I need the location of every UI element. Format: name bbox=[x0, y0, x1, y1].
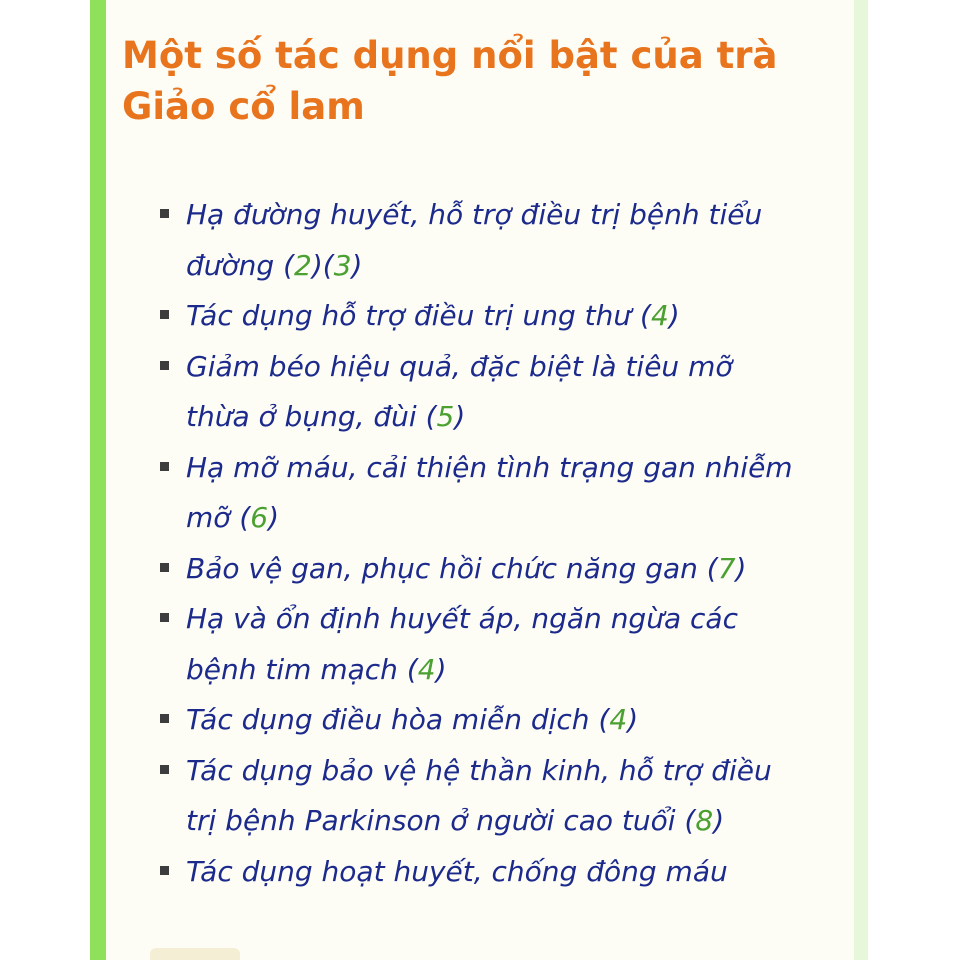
list-item bbox=[160, 291, 850, 342]
reference-link[interactable]: 6 bbox=[250, 501, 269, 534]
reference-link[interactable]: 2 bbox=[294, 248, 312, 282]
list-item-text: Tác dụng hỗ trợ điều trị ung thư (4) bbox=[186, 299, 680, 332]
reference-link[interactable]: 3 bbox=[333, 248, 352, 282]
square-bullet-icon bbox=[160, 714, 169, 723]
list-item-text: thừa ở bụng, đùi (5) bbox=[186, 400, 466, 433]
reference-link[interactable]: 4 bbox=[650, 299, 669, 332]
reference-link[interactable]: 8 bbox=[695, 804, 714, 837]
list-item-text: Tác dụng bảo vệ hệ thần kinh, hỗ trợ điều bbox=[186, 753, 772, 787]
reference-link[interactable]: 5 bbox=[436, 400, 455, 433]
list-item bbox=[160, 544, 850, 595]
reference-link[interactable]: 4 bbox=[609, 703, 628, 736]
accent-bar bbox=[90, 0, 106, 960]
reference-link[interactable]: 7 bbox=[717, 551, 736, 585]
list-item-text: trị bệnh Parkinson ở người cao tuổi (8) bbox=[186, 804, 725, 837]
list-item bbox=[160, 847, 850, 898]
list-item-text: Hạ và ổn định huyết áp, ngăn ngừa các bbox=[186, 602, 738, 635]
list-item bbox=[160, 746, 850, 847]
square-bullet-icon bbox=[160, 462, 169, 471]
list-item bbox=[160, 695, 850, 746]
square-bullet-icon bbox=[160, 310, 169, 319]
list-item-text: Hạ đường huyết, hỗ trợ điều trị bệnh tiểu bbox=[186, 198, 763, 231]
page-title: Một số tác dụng nổi bật của trà Giảo cổ lam bbox=[122, 34, 778, 128]
list-item bbox=[160, 443, 850, 544]
list-item-text: Hạ mỡ máu, cải thiện tình trạng gan nhiễm bbox=[186, 450, 793, 484]
square-bullet-icon bbox=[160, 209, 169, 218]
square-bullet-icon bbox=[160, 361, 169, 370]
list-item bbox=[160, 342, 850, 443]
right-border bbox=[854, 0, 868, 960]
square-bullet-icon bbox=[160, 866, 169, 875]
list-item bbox=[160, 190, 850, 291]
list-item-text: mỡ (6) bbox=[186, 501, 280, 534]
list-item-text: Giảm béo hiệu quả, đặc biệt là tiêu mỡ bbox=[186, 349, 733, 383]
square-bullet-icon bbox=[160, 613, 169, 622]
benefits-list bbox=[160, 190, 850, 897]
list-item-text: bệnh tim mạch (4) bbox=[186, 652, 447, 686]
square-bullet-icon bbox=[160, 765, 169, 774]
list-item-text: Bảo vệ gan, phục hồi chức năng gan (7) bbox=[186, 551, 747, 585]
cropped-text-fragment bbox=[150, 948, 240, 960]
list-item-text: đường (2)(3) bbox=[186, 248, 363, 282]
list-item bbox=[160, 594, 850, 695]
list-item-text: Tác dụng hoạt huyết, chống đông máu bbox=[186, 854, 728, 888]
list-item-text: Tác dụng điều hòa miễn dịch (4) bbox=[186, 703, 639, 736]
reference-link[interactable]: 4 bbox=[417, 652, 436, 686]
square-bullet-icon bbox=[160, 563, 169, 572]
